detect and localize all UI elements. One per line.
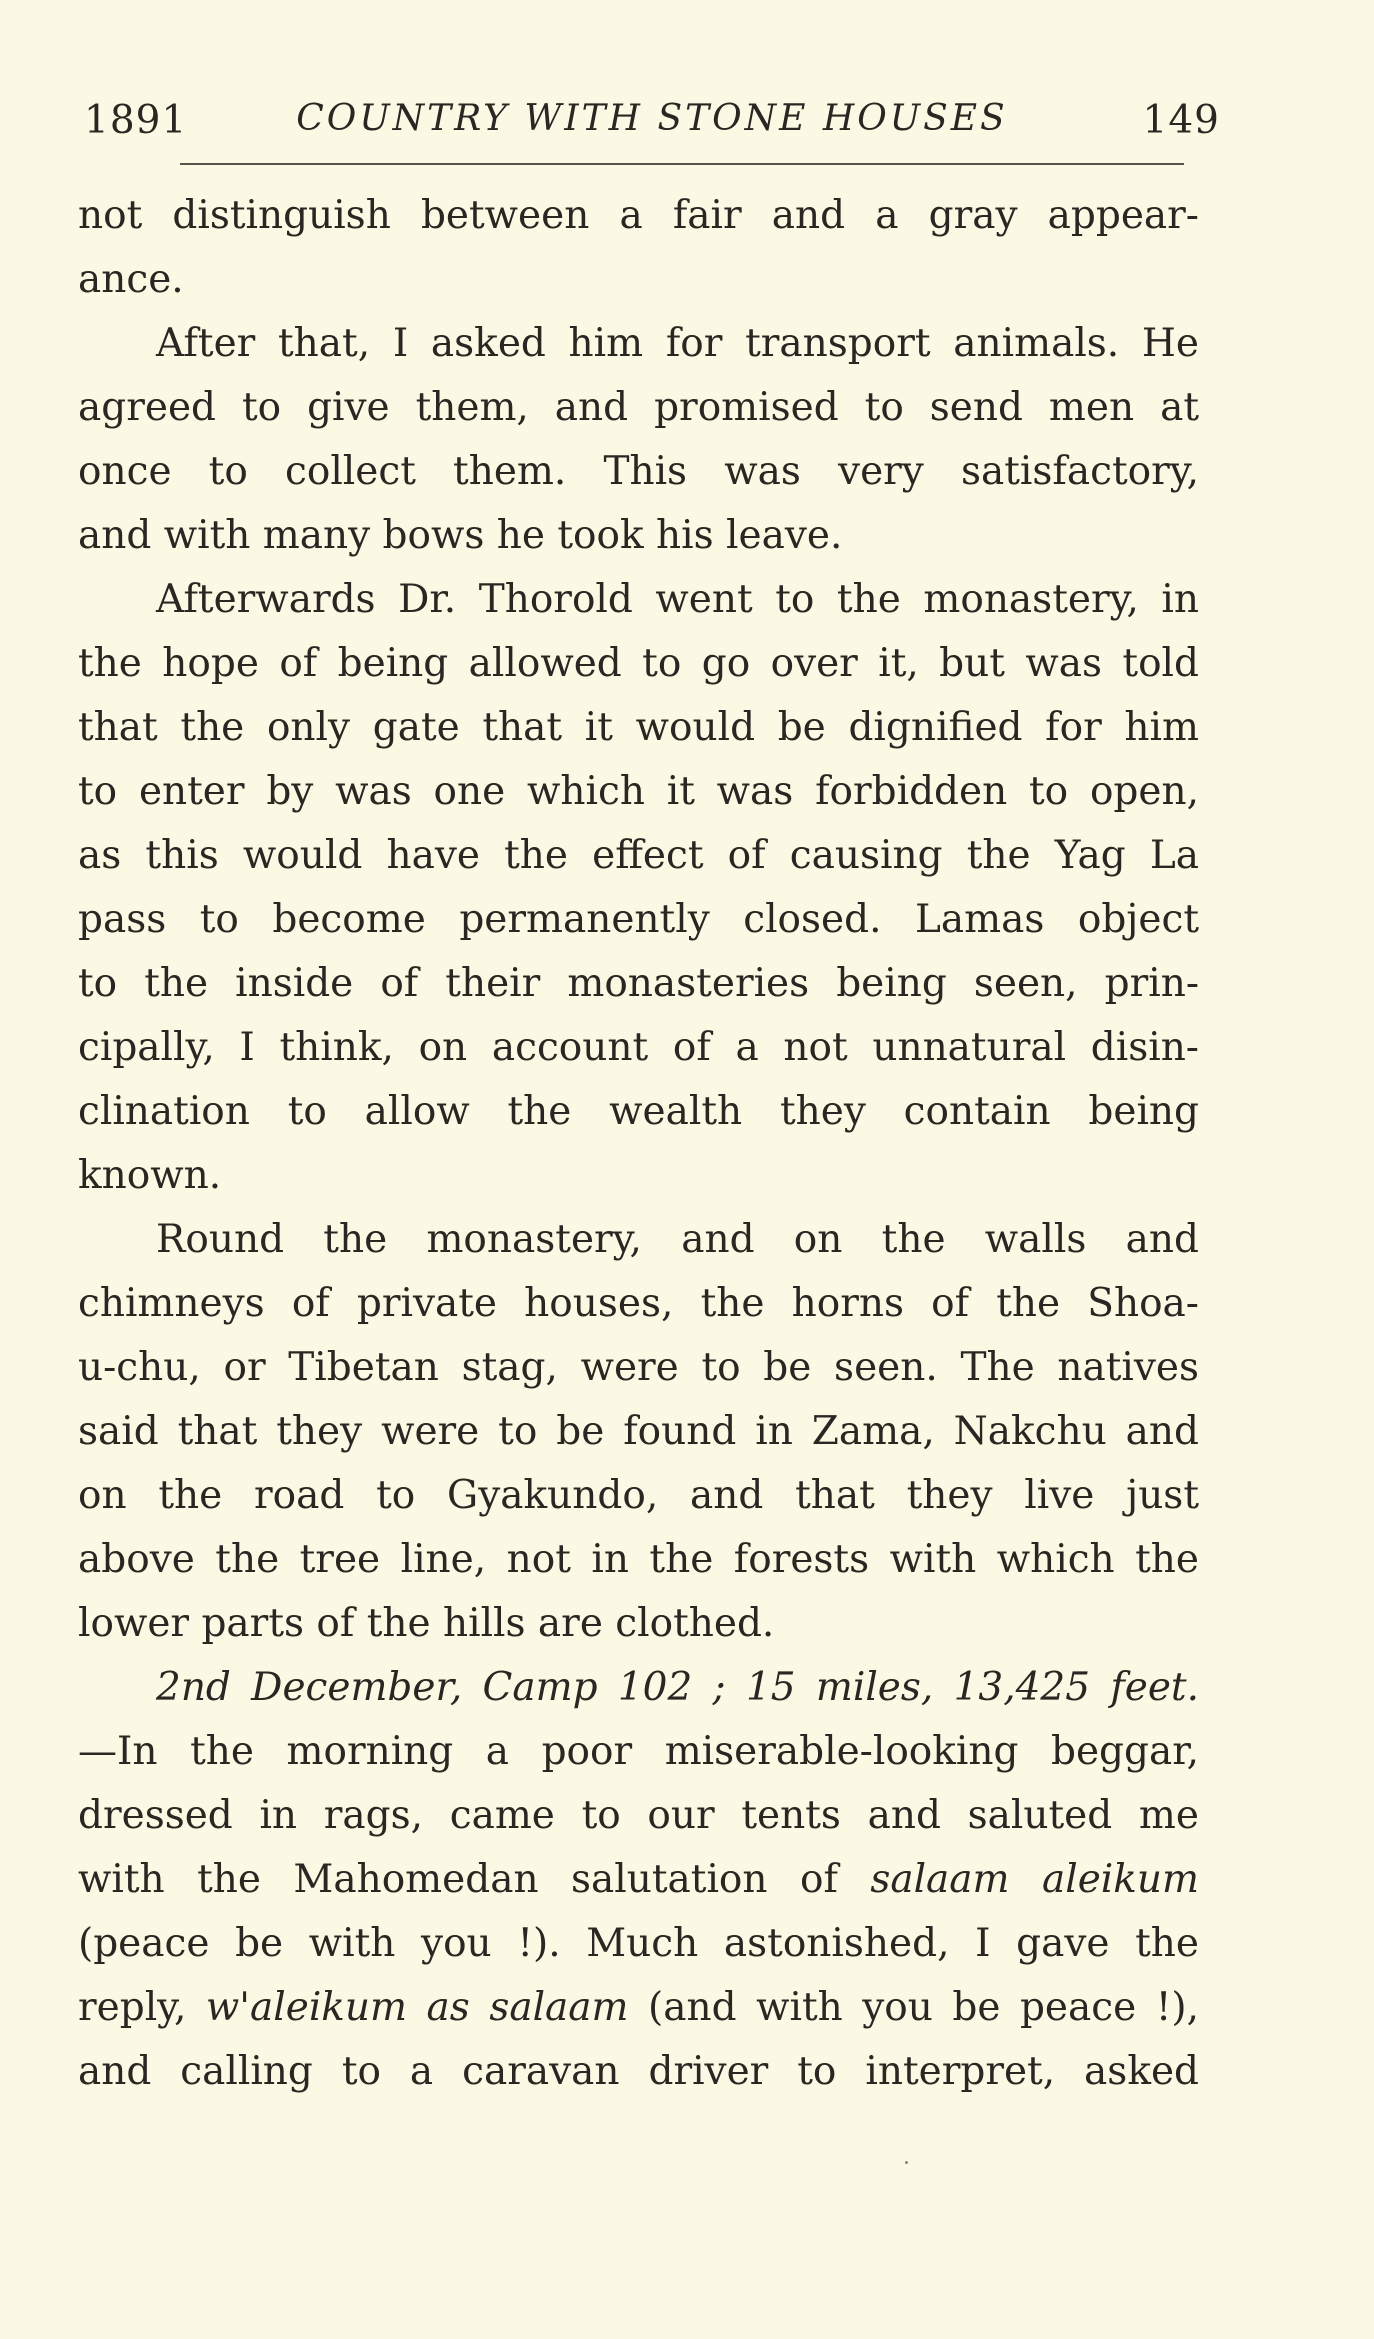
text-line: on the road to Gyakundo, and that they live just bbox=[78, 1473, 1199, 1518]
text-line: u-chu, or Tibetan stag, were to be seen. The natives bbox=[78, 1345, 1199, 1390]
header-year: 1891 bbox=[84, 98, 188, 143]
text-line: cipally, I think, on account of a not unnatural disin- bbox=[78, 1025, 1199, 1070]
text-line: ance. bbox=[78, 257, 184, 302]
text-segment: (and with you be peace !), bbox=[628, 1985, 1199, 2030]
date-heading: 2nd December, Camp 102 ; 15 miles, 13,425 feet. bbox=[156, 1665, 1199, 1710]
page-number: 149 bbox=[1142, 98, 1220, 143]
text-line: Round the monastery, and on the walls and bbox=[156, 1217, 1199, 1262]
text-line: and calling to a caravan driver to interpret, asked bbox=[78, 2049, 1199, 2094]
text-line: Afterwards Dr. Thorold went to the monastery, in bbox=[156, 577, 1199, 622]
text-line: and with many bows he took his leave. bbox=[78, 513, 843, 558]
paper-speck bbox=[905, 2161, 908, 2164]
text-line: After that, I asked him for transport animals. He bbox=[156, 321, 1199, 366]
text-line: as this would have the effect of causing the Yag La bbox=[78, 833, 1199, 878]
text-line: chimneys of private houses, the horns of the Shoa- bbox=[78, 1281, 1199, 1326]
text-segment: with the Mahomedan salutation of bbox=[78, 1857, 871, 1902]
header-rule bbox=[180, 163, 1184, 165]
running-head bbox=[84, 98, 1220, 158]
text-line: lower parts of the hills are clothed. bbox=[78, 1601, 775, 1646]
text-line: to enter by was one which it was forbidden to open, bbox=[78, 769, 1199, 814]
text-line: pass to become permanently closed. Lamas object bbox=[78, 897, 1199, 942]
italic-phrase: salaam aleikum bbox=[870, 1857, 1199, 1902]
text-line: to the inside of their monasteries being seen, prin- bbox=[78, 961, 1199, 1006]
body-text bbox=[78, 184, 1199, 2104]
text-line bbox=[78, 1976, 1199, 2040]
text-line: (peace be with you !). Much astonished, I gave the bbox=[78, 1921, 1199, 1966]
text-segment: reply, bbox=[78, 1985, 206, 2030]
text-line: clination to allow the wealth they contain being bbox=[78, 1089, 1199, 1134]
text-line: —In the morning a poor miserable-looking beggar, bbox=[78, 1729, 1199, 1774]
text-line: that the only gate that it would be dignified for him bbox=[78, 705, 1199, 750]
text-line bbox=[78, 1848, 1199, 1912]
text-line: the hope of being allowed to go over it, but was told bbox=[78, 641, 1199, 686]
text-line: once to collect them. This was very satisfactory, bbox=[78, 449, 1199, 494]
text-line: above the tree line, not in the forests with which the bbox=[78, 1537, 1199, 1582]
header-title: COUNTRY WITH STONE HOUSES bbox=[296, 98, 1008, 139]
text-line: not distinguish between a fair and a gray appear- bbox=[78, 193, 1199, 238]
text-line: dressed in rags, came to our tents and saluted me bbox=[78, 1793, 1199, 1838]
text-line: said that they were to be found in Zama, Nakchu and bbox=[78, 1409, 1199, 1454]
italic-phrase: w'aleikum as salaam bbox=[205, 1985, 629, 2030]
text-line: known. bbox=[78, 1153, 222, 1198]
text-line: agreed to give them, and promised to send men at bbox=[78, 385, 1199, 430]
